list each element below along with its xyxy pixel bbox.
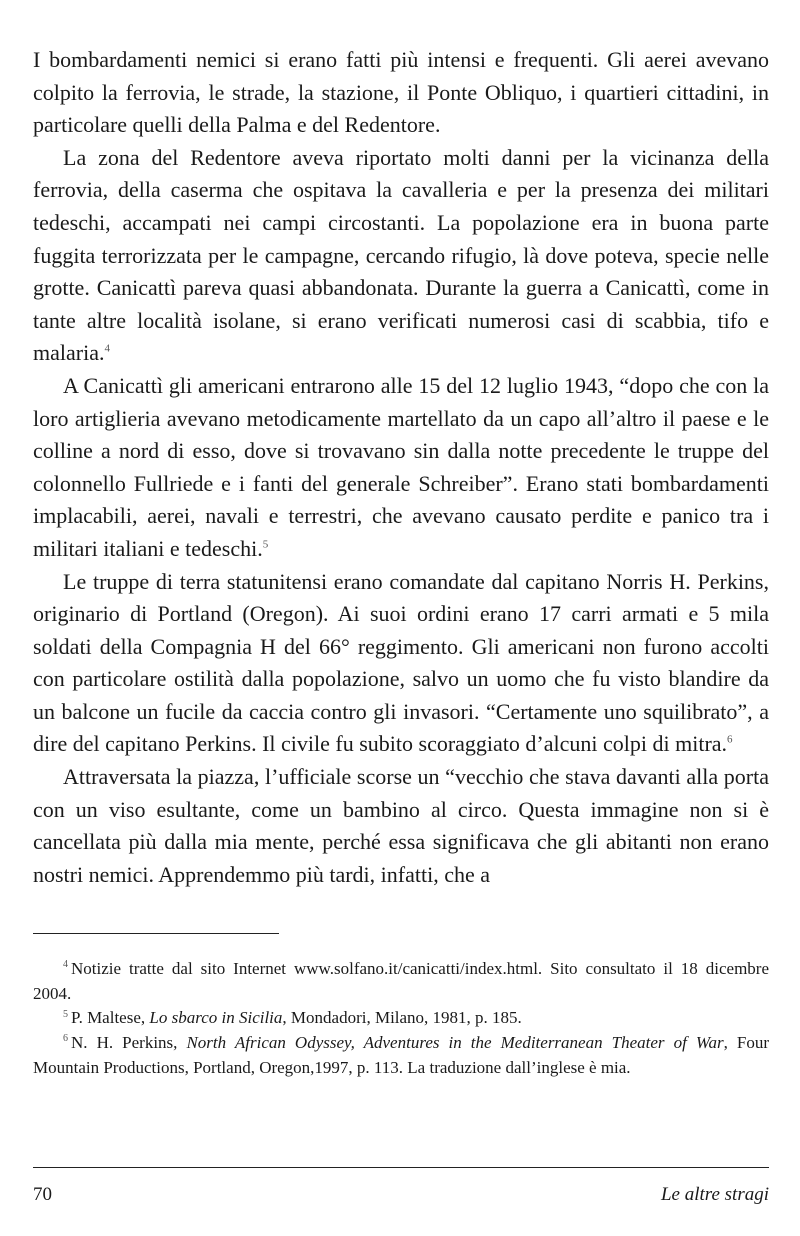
footnote <box>33 1006 769 1031</box>
running-title: Le altre stragi <box>660 1184 769 1205</box>
footnote-ref: 5 <box>262 538 269 551</box>
footer-divider <box>33 1167 769 1168</box>
footnote-divider <box>33 933 279 934</box>
footnote-book-title: Lo sbarco in Sicilia <box>149 1008 283 1028</box>
paragraph <box>33 761 769 891</box>
paragraph-text: I bombardamenti nemici si erano fatti più intensi e frequenti. Gli aerei avevano colpito la ferrovia, le strade, la stazione, il Ponte Obliquo, i quartieri cittadini, in particolare quelli della Palma e del Redentore. <box>33 47 769 138</box>
footnote-ref: 6 <box>727 734 733 747</box>
page-footer <box>33 1184 769 1210</box>
main-text <box>33 44 769 891</box>
footnote-text: , Four Mountain Productions, Portland, Oregon,1997, p. 113. La traduzione dall’inglese è mia. <box>33 1033 769 1077</box>
footnote-text: Notizie tratte dal sito Internet www.solfano.it/canicatti/index.html. Sito consultato il 18 dicembre 2004. <box>33 959 769 1003</box>
footnote-book-title: North African Odyssey, Adventures in the Mediterranean Theater of War <box>186 1033 724 1053</box>
paragraph <box>33 142 769 370</box>
footnote-ref: 4 <box>104 343 110 356</box>
paragraph-text: La zona del Redentore aveva riportato molti danni per la vicinanza della ferrovia, della caserma che ospitava la cavalleria e per la presenza dei militari tedeschi, accampati nei campi circostanti. La popolazione era in buona parte fuggita terrorizzata per le campagne, cercando rifugio, là dove poteva, specie nelle grotte. Canicattì pareva quasi abbandonata. Durante la guerra a Canicattì, come in tante altre località isolane, si erano verificati numerosi casi di scabbia, tifo e malaria. <box>33 144 769 366</box>
paragraph-text: A Canicattì gli americani entrarono alle 15 del 12 luglio 1943, “dopo che con la loro artiglieria avevano metodicamente martellato da un capo all’altro il paese e le colline a nord di esso, dove si trovavano sin dalla notte precedente le truppe del colonnello Fullriede e i fanti del generale Schreiber”. Erano stati bombardamenti implacabili, aerei, navali e terrestri, che avevano causato perdite e panico tra i militari italiani e tedeschi. <box>33 372 769 561</box>
paragraph <box>33 566 769 762</box>
footnote <box>33 957 769 1006</box>
paragraph <box>33 370 769 566</box>
paragraph-text: Le truppe di terra statunitensi erano comandate dal capitano Norris H. Perkins, originario di Portland (Oregon). Ai suoi ordini erano 17 carri armati e 5 mila soldati della Compagnia H del 66° reggimento. Gli americani non furono accolti con particolare ostilità dalla popolazione, salvo un uomo che fu visto blandire da un balcone un fucile da caccia contro gli invasori. “Certamente uno squilibrato”, a dire del capitano Perkins. Il civile fu subito scoraggiato d’alcuni colpi di mitra. <box>33 568 769 757</box>
footnote-number: 4 <box>63 959 68 971</box>
footnote-text: N. H. Perkins, <box>71 1033 187 1053</box>
footnotes <box>33 957 769 1081</box>
footnote-number: 5 <box>63 1008 68 1020</box>
page-number: 70 <box>33 1184 52 1205</box>
paragraph-text: Attraversata la piazza, l’ufficiale scorse un “vecchio che stava davanti alla porta con un viso esultante, come un bambino al circo. Questa immagine non si è cancellata più dalla mia mente, perché essa significava che gli abitanti non erano nostri nemici. Apprendemmo più tardi, infatti, che a <box>33 764 769 887</box>
footnote-number: 6 <box>63 1033 68 1045</box>
footnote-text: , Mondadori, Milano, 1981, p. 185. <box>282 1008 522 1028</box>
footnote-text: P. Maltese, <box>71 1008 150 1028</box>
footnote <box>33 1031 769 1080</box>
paragraph <box>33 44 769 142</box>
